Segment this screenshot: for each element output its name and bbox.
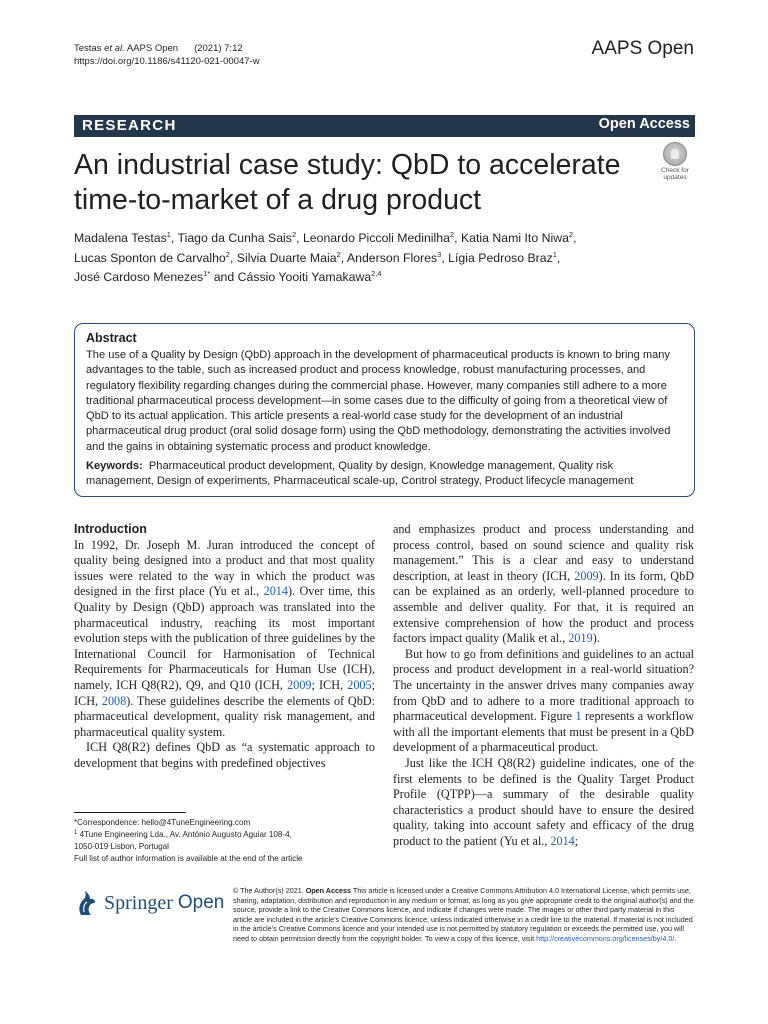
license-link[interactable]: http://creativecommons.org/licenses/by/4.0/	[536, 933, 675, 943]
author-info-note: Full list of author information is available at the end of the article	[74, 854, 303, 863]
author-separator: ,	[556, 250, 561, 265]
section-heading-introduction: Introduction	[74, 522, 147, 536]
header-citation: (2021) 7:12	[194, 43, 243, 54]
author-affiliation-marker: 2	[291, 230, 297, 239]
keywords-text: Pharmaceutical product development, Quality by design, Knowledge management, Quality risk management, Design of experiments, Pharmaceutical scale-up, Control strategy, Product lifecycle management	[86, 460, 634, 488]
publisher-name: Springer	[104, 891, 173, 914]
springer-horse-icon	[75, 888, 99, 918]
abstract-text: The use of a Quality by Design (QbD) approach in the development of pharmaceutical products is known to bring many advantages to the table, such as increased product and process knowledge, robust manufacturing processes, and regulatory flexibility regarding changes during the commercial phase. However, many companies still adhere to a more traditional pharmaceutical process development—in some cases due to the difficulty of going from a theoretical view of QbD to its actual application. This article presents a real-world case study for the development of an industrial pharmaceutical drug product (oral solid dosage form) using the QbD methodology, demonstrating the activities involved and the gains in obtaining systematic process and product knowledge.	[86, 349, 671, 453]
author-name[interactable]: Leonardo Piccoli Medinilha	[302, 231, 450, 245]
author-name[interactable]: Anderson Flores	[346, 250, 438, 265]
citation-line	[74, 42, 260, 55]
license-text: © The Author(s) 2021. Open Access This article is licensed under a Creative Commons Attribution 4.0 International License, which permits use, sharing, adaptation, distribution and reproduction in any medium or format, as long as you give appropriate credit to the original author(s) and the source, provide a link to the Creative Commons licence, and indicate if changes were made. The images or other third party material in this article are included in the article’s Creative Commons licence, unless indicated otherwise in a credit line to the material. If material is not included in the article’s Creative Commons licence and your intended use is not permitted by statutory regulation or exceeds the permitted use, you will need to obtain permission directly from the copyright holder. To view a copy of this licence, visit http://creativecommons.org/licenses/by/4.0/.	[233, 886, 694, 943]
citation-link[interactable]: 2009	[287, 677, 312, 692]
keywords-label: Keywords:	[86, 460, 143, 473]
author-separator: ,	[340, 250, 347, 265]
author-affiliation-marker: 2	[568, 230, 574, 239]
intro-paragraph-2: ICH Q8(R2) defines QbD as “a systematic approach to development that begins with predefined objectives	[74, 740, 375, 770]
keywords	[86, 459, 683, 490]
author-affiliation-marker: 2	[336, 249, 341, 259]
publisher-open: Open	[177, 892, 225, 913]
author-separator: ,	[296, 231, 303, 245]
check-for-updates-text: Check for updates	[661, 167, 689, 181]
abstract-heading: Abstract	[86, 331, 137, 345]
author-separator: and	[210, 270, 238, 284]
author-affiliation-marker: 1	[552, 249, 557, 259]
article-title: An industrial case study: QbD to accelerate time-to-market of a drug product	[74, 149, 621, 216]
figure-link[interactable]: 1	[575, 709, 582, 724]
body-column-right	[393, 522, 694, 849]
citation-link[interactable]: 2019	[568, 631, 593, 646]
author-affiliation-marker: 1*	[203, 269, 211, 278]
author-separator: ,	[454, 231, 461, 245]
license-open-access: Open Access	[305, 886, 351, 895]
author-name[interactable]: Cássio Yooiti Yamakawa	[237, 270, 372, 284]
footnote-divider	[74, 812, 186, 813]
citation-link[interactable]: 2008	[101, 693, 127, 708]
author-affiliation-marker: 2	[449, 230, 455, 239]
affiliation-note-line2: 1050-019 Lisbon, Portugal	[74, 842, 169, 851]
citation-link[interactable]: 2009	[574, 568, 599, 583]
running-header	[74, 42, 260, 68]
doi-link[interactable]: https://doi.org/10.1186/s41120-021-00047-w	[74, 56, 260, 67]
affiliation-note: $^1$ 4Tune Engineering Lda., Av. António Augusto Aguiar 108-4,	[74, 830, 292, 839]
citation-link[interactable]: 2005	[347, 677, 372, 692]
author-name[interactable]: Katia Nami Ito Niwa	[460, 231, 569, 245]
check-for-updates-icon	[663, 142, 687, 166]
author-affiliation-marker: 2,4	[371, 269, 382, 278]
header-journal-short: AAPS Open	[124, 43, 179, 54]
check-for-updates-badge[interactable]	[655, 142, 695, 184]
author-name[interactable]: Lígia Pedroso Braz	[448, 250, 553, 265]
author-affiliation-marker: 1	[166, 230, 171, 239]
intro-paragraph-2-continued: and emphasizes product and process understanding and process control, based on sound science and quality risk management.” This is a clear and easy to understand description, at least in theory (ICH, 2009). In its form, QbD can be explained as an orderly, well-planned procedure to assemble and deliver quality. For that, it is required an extensive comprehension of how the product and process factors impact quality (Malik et al., 2019).	[393, 522, 694, 646]
footnotes	[74, 817, 375, 865]
correspondence-note: *Correspondence: hello@4TuneEngineering.com	[74, 818, 251, 827]
author-name[interactable]: Madalena Testas	[74, 231, 167, 245]
springer-open-logo[interactable]	[75, 888, 224, 918]
abstract-box	[74, 323, 695, 497]
journal-name: AAPS Open	[591, 38, 694, 59]
intro-paragraph-1: In 1992, Dr. Joseph M. Juran introduced the concept of quality being designed into a product and that most quality issues were related to the way in which the product was designed in the first place (Yu et al., 2014). Over time, this Quality by Design (QbD) approach was translated into the pharmaceutical industry, reaching its most important evolution steps with the publication of three guidelines by the International Council for Harmonisation of Technical Requirements for Pharmaceuticals for Human Use (ICH), namely, ICH Q8(R2), Q9, and Q10 (ICH, 2009; ICH, 2005; ICH, 2008). These guidelines describe the elements of QbD: pharmaceutical development, quality risk management, and pharmaceutical quality system.	[74, 537, 375, 739]
author-affiliation-marker: 2	[225, 249, 230, 259]
author-affiliation-marker: 3	[437, 249, 442, 259]
author-separator: ,	[229, 250, 237, 265]
author-separator: ,	[441, 250, 449, 265]
open-access-label: Open Access	[598, 116, 690, 132]
header-authors: Testas	[74, 43, 105, 54]
author-name[interactable]: Silvia Duarte Maia	[236, 250, 337, 265]
article-type-label: RESEARCH	[82, 117, 177, 134]
citation-link[interactable]: 2014	[550, 833, 575, 848]
author-separator: ,	[170, 231, 178, 245]
author-name[interactable]: José Cardoso Menezes	[74, 270, 204, 284]
intro-paragraph-3: But how to go from definitions and guidelines to an actual process and product development in a real-world situation? The uncertainty in the answer drives many companies away from QbD and to adhere to a more traditional approach to pharmaceutical development. Figure 1 represents a workflow with all the important elements that must be present in a QbD development of a pharmaceutical product.	[393, 646, 695, 755]
author-name[interactable]: Lucas Sponton de Carvalho	[74, 250, 226, 265]
author-list	[74, 229, 664, 288]
citation-link[interactable]: 2014	[263, 584, 288, 599]
intro-paragraph-4: Just like the ICH Q8(R2) guideline indicates, one of the first elements to be defined is the Quality Target Product Profile (QTPP)—a summary of the desirable quality characteristics a product should have to ensure the desired quality, taking into account safety and efficacy of the drug product to the patient (Yu et al., 2014;	[393, 755, 694, 848]
body-column-left	[74, 522, 375, 772]
header-et-al: et al.	[104, 43, 125, 54]
author-separator: ,	[573, 231, 577, 245]
article-type-banner	[74, 115, 695, 137]
author-name[interactable]: Tiago da Cunha Sais	[177, 231, 292, 245]
